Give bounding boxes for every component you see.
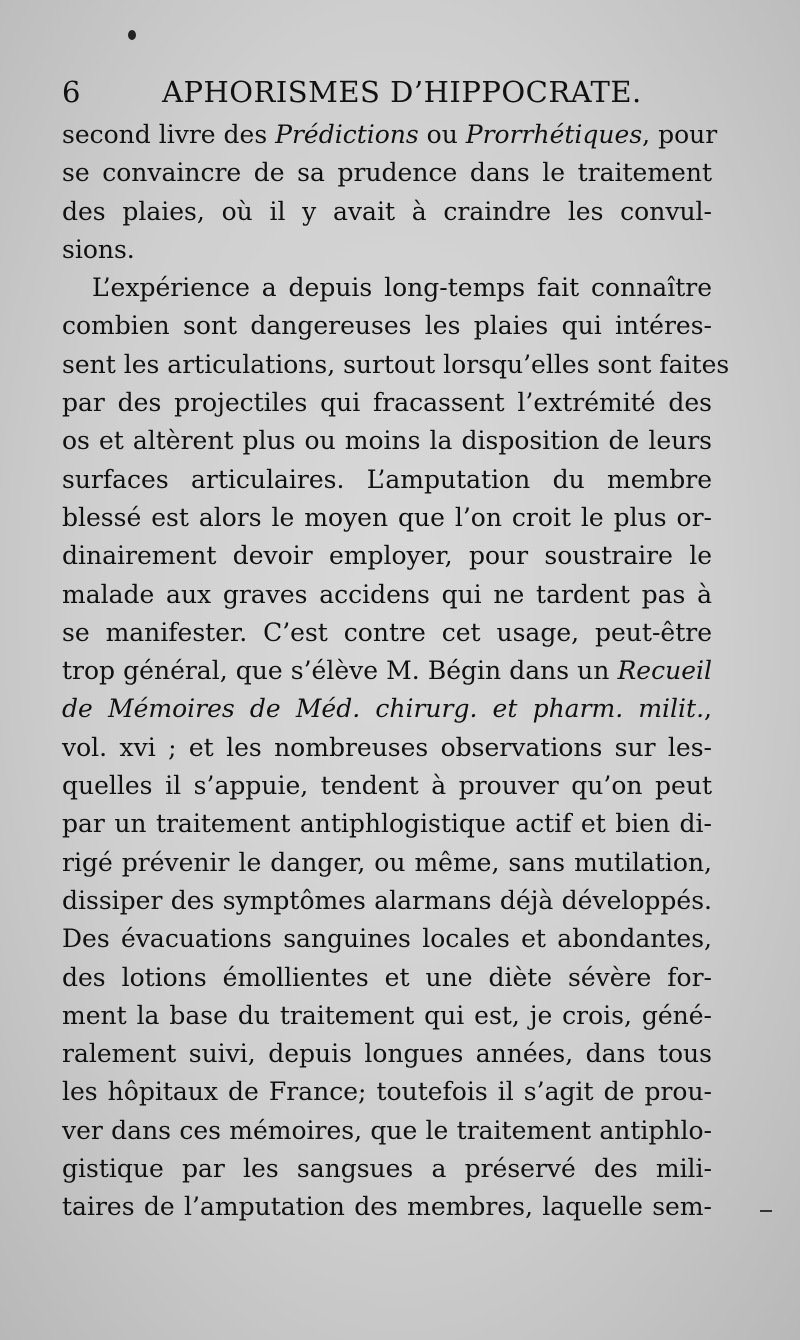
text-line: ralement suivi, depuis longues années, dans tous	[62, 1039, 712, 1069]
text-line: sent les articulations, surtout lorsqu’elles sont faites	[62, 349, 730, 379]
running-head	[62, 72, 736, 112]
text-line: vol. xvi ; et les nombreuses observations sur les-	[62, 732, 712, 762]
text-line: rigé prévenir le danger, ou même, sans mutilation,	[62, 847, 712, 877]
text-line: malade aux graves accidens qui ne tardent pas à	[62, 579, 712, 609]
text-line: sions.	[62, 234, 135, 264]
text-line: os et altèrent plus ou moins la disposition de leurs	[62, 426, 712, 456]
text-line: blessé est alors le moyen que l’on croit le plus or-	[62, 502, 712, 532]
text-line: taires de l’amputation des membres, laquelle sem-	[62, 1192, 712, 1222]
ink-dot	[128, 30, 136, 40]
text-line: dissiper des symptômes alarmans déjà développés.	[62, 885, 712, 915]
text-line: par un traitement antiphlogistique actif et bien di-	[62, 809, 712, 839]
text-line: surfaces articulaires. L’amputation du membre	[62, 464, 712, 494]
text-line: second livre des Prédictions ou Prorrhétiques, pour	[62, 120, 718, 149]
body-text	[62, 116, 730, 1227]
text-line: dinairement devoir employer, pour soustraire le	[62, 541, 712, 571]
text-line: gistique par les sangsues a préservé des mili-	[62, 1154, 712, 1184]
text-line: quelles il s’appuie, tendent à prouver qu’on peut	[62, 771, 712, 801]
text-line: des plaies, où il y avait à craindre les convul-	[62, 196, 712, 226]
text-line: se manifester. C’est contre cet usage, peut-être	[62, 617, 712, 647]
text-line: Des évacuations sanguines locales et abondantes,	[62, 924, 712, 954]
text-line: de Mémoires de Méd. chirurg. et pharm. milit.,	[62, 694, 712, 724]
running-title: APHORISMES D’HIPPOCRATE.	[162, 75, 642, 109]
text-line: se convaincre de sa prudence dans le traitement	[62, 158, 712, 188]
page-number: 6	[62, 75, 81, 109]
text-line: les hôpitaux de France; toutefois il s’agit de prou-	[62, 1077, 712, 1107]
text-line: trop général, que s’élève M. Bégin dans un Recueil	[62, 656, 712, 686]
text-line: par des projectiles qui fracassent l’extrémité des	[62, 388, 712, 418]
text-line: L’expérience a depuis long-temps fait connaître	[92, 273, 712, 303]
margin-mark	[760, 1210, 772, 1212]
text-line: ment la base du traitement qui est, je crois, géné-	[62, 1000, 712, 1030]
text-line: ver dans ces mémoires, que le traitement antiphlo-	[62, 1115, 712, 1145]
text-line: combien sont dangereuses les plaies qui intéres-	[62, 311, 712, 341]
text-line: des lotions émollientes et une diète sévère for-	[62, 962, 712, 992]
